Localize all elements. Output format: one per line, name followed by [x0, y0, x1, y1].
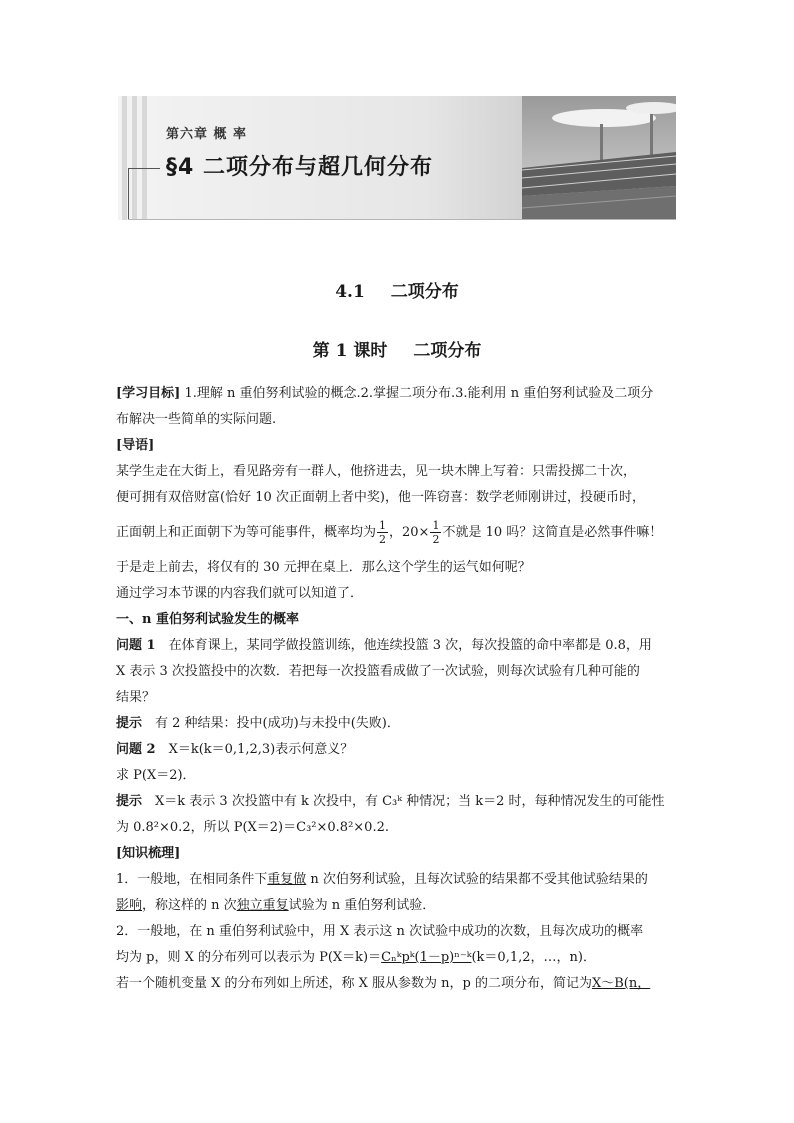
binomial-notation: X～B(n， — [592, 976, 651, 991]
hint-2-line-2: 为 0.8²×0.2，所以 P(X＝2)＝C₃²×0.8²×0.2. — [116, 820, 389, 835]
question-1-line-1: 问题 1 在体育课上，某同学做投篮训练，他连续投篮 3 次，每次投篮的命中率都是 0.8，用 — [116, 638, 652, 653]
hint-2-line-1: 提示 X＝k 表示 3 次投篮中有 k 次投中，有 C₃ᵏ 种情况；当 k＝2 时，每种情况发生的可能性 — [116, 794, 665, 809]
knowledge-paragraph-2-line-2: 均为 p，则 X 的分布列可以表示为 P(X＝k)＝Cₙᵏpᵏ(1－p)ⁿ⁻ᵏ(k＝0,1,2，…，n)． — [116, 950, 596, 965]
lesson-content — [116, 381, 678, 997]
intro-paragraph-1: 某学生走在大街上，看见路旁有一群人，他挤进去，见一块木牌上写着：只需投掷二十次， — [116, 464, 637, 479]
stadium-photo — [522, 96, 676, 220]
heading-lesson-number: 第 1 课时 — [312, 341, 388, 361]
knowledge-paragraph-2-line-1: 2．一般地，在 n 重伯努利试验中，用 X 表示这 n 次试验中成功的次数，且每次成功的概率 — [116, 924, 644, 939]
intro-paragraph-2: 便可拥有双倍财富(恰好 10 次正面朝上者中奖)，他一阵窃喜：数学老师刚讲过，投硬币时， — [116, 490, 645, 505]
intro-paragraph-3: 正面朝上和正面朝下为等可能事件，概率均为 $\frac{1}{2}$ ，20× $\frac{1}{2}$ 不就是 10 吗？这简直是必然事件嘛！ — [116, 519, 663, 546]
knowledge-label: [知识梳理] — [116, 846, 181, 861]
binomial-formula: Cₙᵏpᵏ(1－p)ⁿ⁻ᵏ — [381, 950, 472, 965]
section-heading-1: 一、n 重伯努利试验发生的概率 — [116, 612, 299, 627]
blank-answer: 影响 — [116, 898, 143, 913]
fraction-one-half: $\frac{1}{2}$ — [432, 519, 440, 546]
heading-section-number: 4.1 — [335, 282, 365, 302]
banner-stripes — [118, 96, 148, 220]
knowledge-paragraph-1-line-1: 1．一般地，在相同条件下重复做 n 次伯努利试验，且每次试验的结果都不受其他试验结果的 — [116, 872, 648, 887]
question-2-label: 问题 2 — [116, 742, 156, 757]
hint-2-label: 提示 — [116, 794, 143, 809]
knowledge-paragraph-3: 若一个随机变量 X 的分布列如上所述，称 X 服从参数为 n，p 的二项分布，简记为X～B(n， — [116, 976, 651, 991]
question-1-label: 问题 1 — [116, 638, 156, 653]
frame-line-h — [128, 168, 160, 169]
question-2-line-1: 问题 2 X＝k(k＝0,1,2,3)表示何意义？ — [116, 742, 354, 757]
objectives-label: [学习目标] — [116, 386, 181, 401]
section-title: §4 二项分布与超几何分布 — [166, 155, 433, 180]
objectives-line-1: [学习目标] 1.理解 n 重伯努利试验的概念.2.掌握二项分布.3.能利用 n 重伯努利试验及二项分 — [116, 386, 654, 401]
blank-answer: 独立重复 — [236, 898, 289, 913]
heading-lesson — [0, 336, 794, 361]
intro-paragraph-4: 于是走上前去，将仅有的 30 元押在桌上．那么这个学生的运气如何呢？ — [116, 560, 531, 575]
frame-line-bottom — [128, 219, 676, 220]
hint-1-label: 提示 — [116, 716, 143, 731]
question-1-line-2: X 表示 3 次投篮投中的次数．若把每一次投篮看成做了一次试验，则每次试验有几种可能的 — [116, 664, 640, 679]
frame-line-v — [128, 168, 129, 220]
objectives-line-2: 布解决一些简单的实际问题. — [116, 412, 277, 427]
fraction-one-half: $\frac{1}{2}$ — [379, 519, 387, 546]
heading-lesson-text: 二项分布 — [413, 341, 482, 361]
heading-section — [0, 277, 794, 302]
blank-answer: 重复做 — [267, 872, 307, 887]
intro-paragraph-5: 通过学习本节课的内容我们就可以知道了． — [116, 586, 364, 601]
question-2-line-2: 求 P(X＝2)． — [116, 768, 196, 783]
hint-1: 提示 有 2 种结果：投中(成功)与未投中(失败)． — [116, 716, 400, 731]
chapter-banner — [118, 96, 676, 220]
chapter-label: 第六章 概 率 — [166, 127, 248, 142]
intro-label: [导语] — [116, 438, 155, 453]
question-1-line-3: 结果？ — [116, 690, 156, 705]
knowledge-paragraph-1-line-2: 影响，称这样的 n 次独立重复试验为 n 重伯努利试验． — [116, 898, 436, 913]
heading-section-text: 二项分布 — [390, 282, 459, 302]
